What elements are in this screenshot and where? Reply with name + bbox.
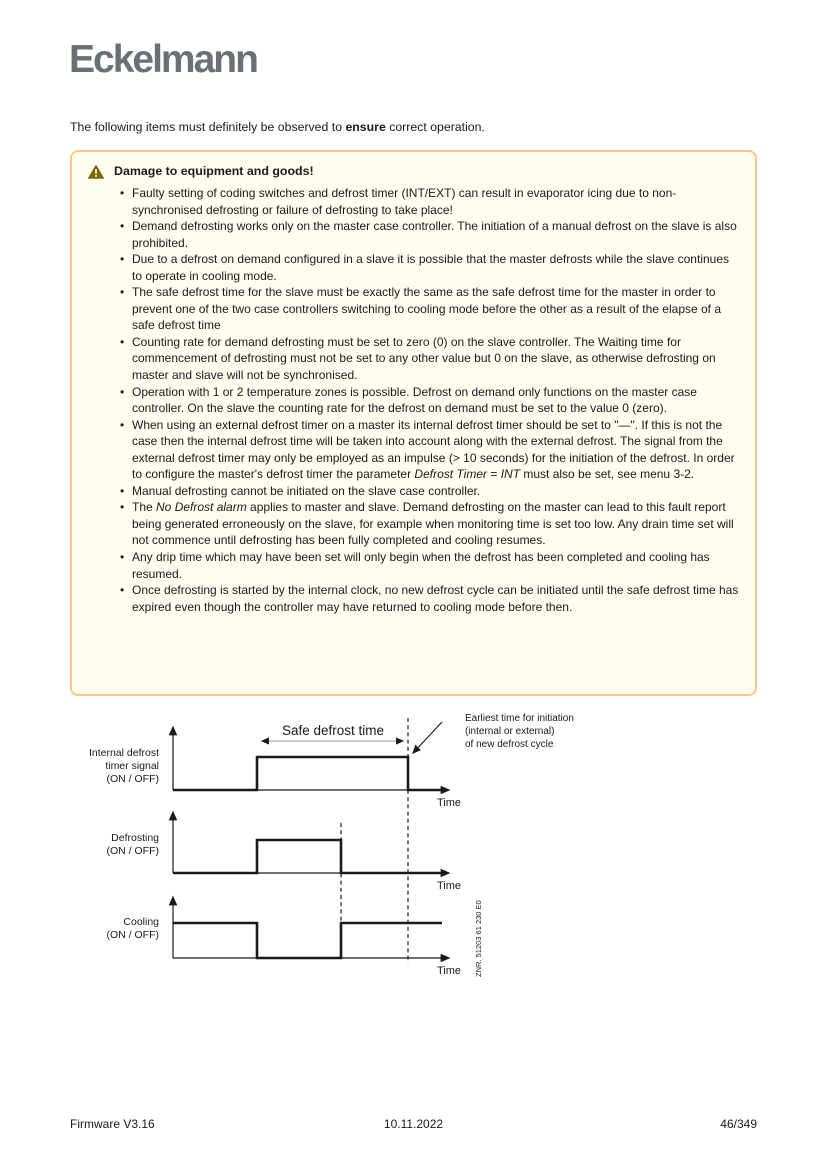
text-segment: = xyxy=(487,467,501,482)
text-segment: The safe defrost time for the slave must be exactly the same as the safe defrost time for the master in order to prevent one of the two case controllers switching to cooling mode before the other as a result of the elapse of a safe defrost time xyxy=(132,285,722,333)
warning-bullet-item xyxy=(120,334,741,384)
time-axis-label: Time xyxy=(437,880,462,892)
drawing-number: ZNR. 51203 61 230 E0 xyxy=(474,900,483,977)
text-segment: INT xyxy=(500,467,521,482)
text-segment: Faulty setting of coding switches and defrost timer (INT/EXT) can result in evaporator icing due to non-synchronised defrosting or failure of defrosting to take place! xyxy=(132,186,677,217)
text-segment: Once defrosting is started by the internal clock, no new defrost cycle can be initiated until the safe defrost time has expired even though the controller may have returned to cooling mode before then. xyxy=(132,583,739,614)
label-line: timer signal xyxy=(105,760,159,773)
text-segment: Due to a defrost on demand configured in a slave it is possible that the master defrosts while the slave continues to operate in cooling mode. xyxy=(132,252,729,283)
warning-bullet-item xyxy=(120,284,741,334)
warning-bullet-item xyxy=(120,499,741,549)
text-segment: Counting rate for demand defrosting must be set to zero (0) on the slave controller. The Waiting time for commencement of defrosting must not be set to any other value but 0 on the slave, as otherwise defrosting on master and slave will not be synchronised. xyxy=(132,334,716,383)
callout-text xyxy=(465,713,574,750)
warning-bullet-item xyxy=(120,384,741,417)
warning-bullet-item xyxy=(120,218,741,251)
text-segment: The xyxy=(132,500,157,515)
text-segment: Any drip time which may have been set will only begin when the defrost has been completed and cooling has resumed. xyxy=(132,550,710,581)
label-line: Defrosting xyxy=(111,832,159,844)
eckelmann-logo: Eckelmann xyxy=(69,38,257,81)
text-segment: The following items must definitely be observed to xyxy=(70,120,346,134)
signal-trace xyxy=(173,757,442,790)
callout-arrow xyxy=(413,722,442,753)
warning-bullet-list xyxy=(88,185,741,615)
text-segment: correct operation. xyxy=(385,120,485,134)
text-segment: No Defrost alarm xyxy=(156,500,247,515)
label-line: Internal defrost xyxy=(88,747,159,759)
callout-line: Earliest time for initiation xyxy=(465,713,574,724)
warning-bullet-item xyxy=(120,582,741,615)
defrosting-row xyxy=(173,812,461,892)
cooling-row xyxy=(173,897,461,977)
footer-date: 10.11.2022 xyxy=(383,1117,444,1131)
footer-page-number: 46/349 xyxy=(720,1117,757,1131)
warning-bullet-item xyxy=(120,417,741,483)
safe-defrost-time-label: Safe defrost time xyxy=(281,723,385,738)
warning-triangle-icon xyxy=(88,165,104,179)
timing-diagram xyxy=(60,695,635,990)
text-segment: ensure xyxy=(345,120,386,134)
text-segment: Manual defrosting cannot be initiated on the slave case controller. xyxy=(132,483,481,498)
label-line: (ON / OFF) xyxy=(106,929,159,942)
signal-trace xyxy=(173,923,442,958)
warning-bullet-item xyxy=(120,251,741,284)
time-axis-label: Time xyxy=(437,965,462,977)
warning-header xyxy=(88,164,741,179)
label-line: Cooling xyxy=(123,916,159,928)
text-segment: must also be set, see menu 3-2. xyxy=(520,467,695,482)
text-segment: Defrost Timer xyxy=(414,467,487,482)
time-axis-label: Time xyxy=(437,797,462,809)
intro-text xyxy=(70,120,485,134)
footer-firmware-version: Firmware V3.16 xyxy=(70,1117,155,1131)
warning-box xyxy=(70,150,757,696)
text-segment: Demand defrosting works only on the master case controller. The initiation of a manual defrost on the slave is also prohibited. xyxy=(132,219,737,250)
label-line: (ON / OFF) xyxy=(106,773,159,786)
warning-title: Damage to equipment and goods! xyxy=(114,164,314,178)
warning-bullet-item xyxy=(120,549,741,582)
label-line: (ON / OFF) xyxy=(106,845,159,858)
callout-line: (internal or external) xyxy=(465,726,555,737)
warning-bullet-item xyxy=(120,185,741,218)
text-segment: When using an external defrost timer on a master its internal defrost timer should be set to "—". If this is not the case then the internal defrost time will be taken into account along with the external defrost. The signal from the external defrost timer may only be employed as an impulse (> 10 seconds) for the initiation of the defrost. In order to configure the master's defrost timer the parameter xyxy=(132,417,735,482)
text-segment: applies to master and slave. Demand defrosting on the master can lead to this fault report being generated erroneously on the slave, for example when monitoring time is set too low. Any drain time set will not commence until defrosting has been fully completed and cooling resumes. xyxy=(132,500,734,548)
signal-trace xyxy=(173,840,442,873)
callout-line: of new defrost cycle xyxy=(465,739,554,750)
warning-bullet-item xyxy=(120,483,741,500)
timer-signal-row xyxy=(173,713,574,809)
text-segment: Operation with 1 or 2 temperature zones is possible. Defrost on demand only functions on the master case controller. On the slave the counting rate for the defrost on demand must be set to the value 0 (zero). xyxy=(132,384,697,416)
